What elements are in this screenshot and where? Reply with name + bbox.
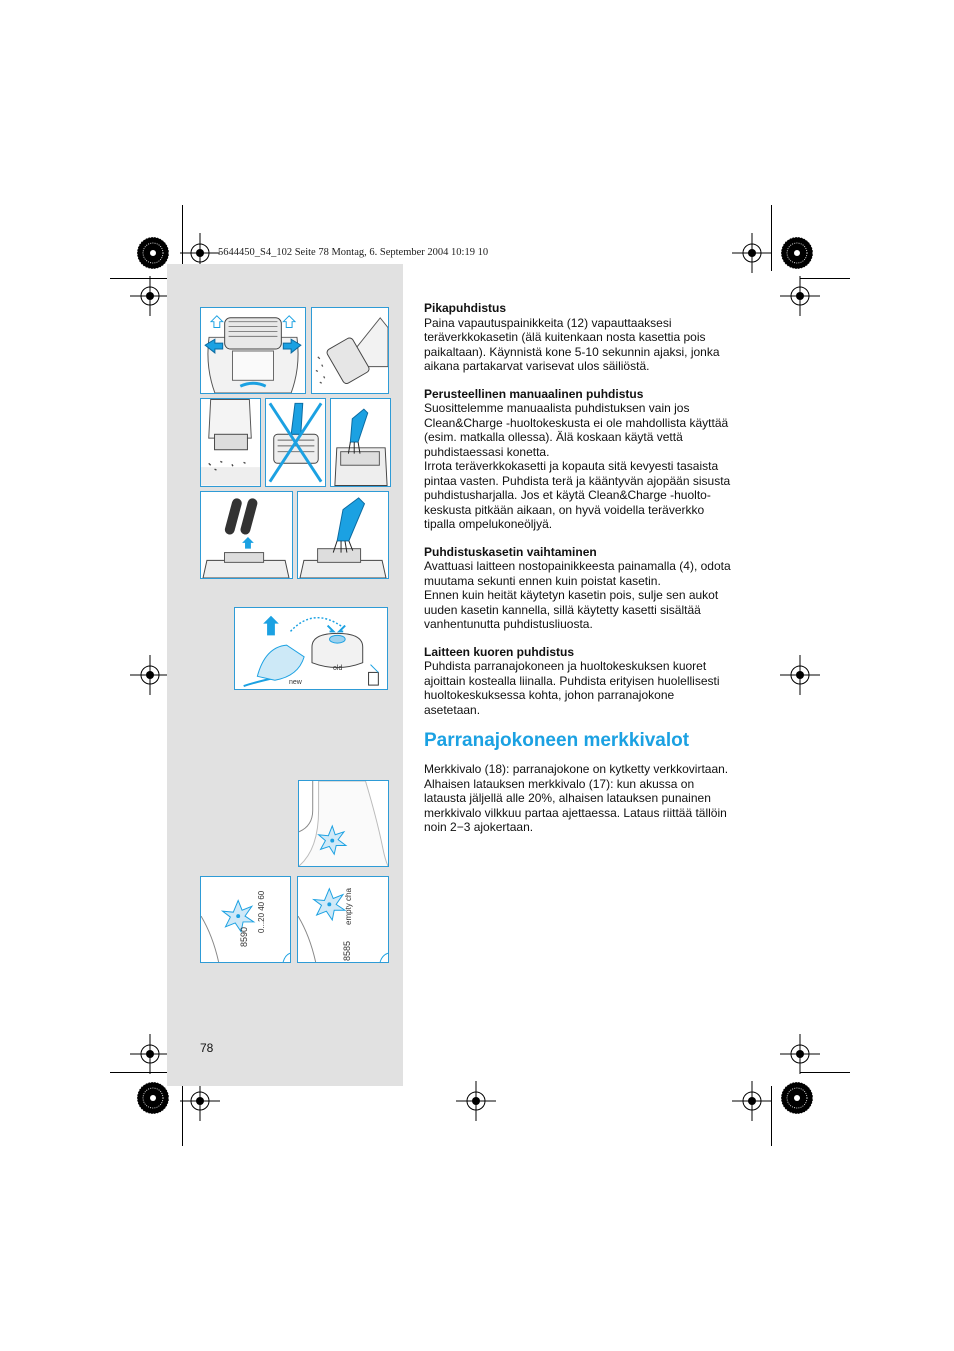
indicator-scale-8585: empty cha [344,888,353,925]
section-body: Puhdista parranajokoneen ja huoltokeskuksen kuoret ajoittain kostealla liinalla. Puhdista erityisen huolellisesti huoltokeskuksessa kohta, johon parranajokone asetetaan. [424,659,720,717]
figure-brush-cutter [297,491,389,579]
section-title: Pikapuhdistus [424,301,507,315]
section-indicator-lights [424,762,759,835]
model-number-8590: 8590 [239,926,249,947]
section-body: Merkkivalo (18): parranajokone on kytketty verkkovirtaan. Alhaisen latauksen merkkivalo (17): kun akussa on latausta jäljellä alle 20%, alhaisen latauksen punainen merkkivalo vilkkuu partaa ajettaessa. Lataus riittää tällöin noin 2−3 ajokertaan. [424,762,729,834]
figure-replace-cartridge [234,607,388,690]
section-title: Puhdistuskasetin vaihtaminen [424,544,597,559]
section-body: Suosittelemme manuaalista puhdistuksen vain jos Clean&Charge -huoltokeskusta ei ole mahdollista käyttää (esim. matkalla ollessa). Älä koskaan käytä vettä puhdistaessasi konetta. Irrota teräverkkokasetti ja kopauta sitä kevyesti tasaista pintaa vasten. Puhdista terä ja kääntyvän ajopään sisusta puhdistusharjalla. Jos et käytä Clean&Charge -huolto- keskusta pitkään aikaan, on hyvä voidella teräverkko tipalla ompelukoneöljyä. [424,401,731,531]
figure-cutter-block [200,491,293,579]
figure-brush-shaver-head [330,398,391,487]
indicator-scale-8590: 0...20 40 60 [257,890,266,933]
section-body: Avattuasi laitteen nostopainikkeesta painamalla (4), odota muutama sekunti ennen kuin poistat kasetin. Ennen kuin heität käytetyn kasetin pois, sulje sen aukot uuden kasetin kannella, sillä käytetty kasetti sisältää vanhentunutta puhdistusliuosta. [424,559,731,631]
section-manual-cleaning [424,387,759,532]
figure-shaking-hairs [311,307,389,394]
figure-indicator-8585 [297,876,389,963]
label-new: new [289,679,302,686]
section-title: Perusteellinen manuaalinen puhdistus [424,386,644,401]
heading-indicator-lights: Parranajokoneen merkkivalot [424,730,690,751]
section-body: Paina vapautuspainikkeita (12) vapauttaaksesi teräverkkokasetin (älä kuitenkaan nosta kasettia pois paikaltaan). Käynnistä kone 5-10 sekunnin ajaksi, jonka aikana partakarvat varisevat ulos säiliöstä. [424,315,720,373]
section-quick-cleaning [424,301,759,374]
print-header: 5644450_S4_102 Seite 78 Montag, 6. September 2004 10:19 10 [218,247,489,258]
page-number: 78 [200,1041,214,1055]
figure-tap-cassette [200,398,261,487]
section-title: Laitteen kuoren puhdistus [424,644,575,659]
label-old: old [333,665,343,672]
figure-indicator-8590 [200,876,291,963]
section-cartridge-replacement [424,545,759,632]
section-housing-cleaning [424,645,759,718]
figure-release-buttons [200,307,306,394]
model-number-8585: 8585 [342,940,352,961]
figure-no-brush-on-foil [265,398,326,487]
figure-indicator-lights [298,780,389,867]
text-column [424,301,759,848]
